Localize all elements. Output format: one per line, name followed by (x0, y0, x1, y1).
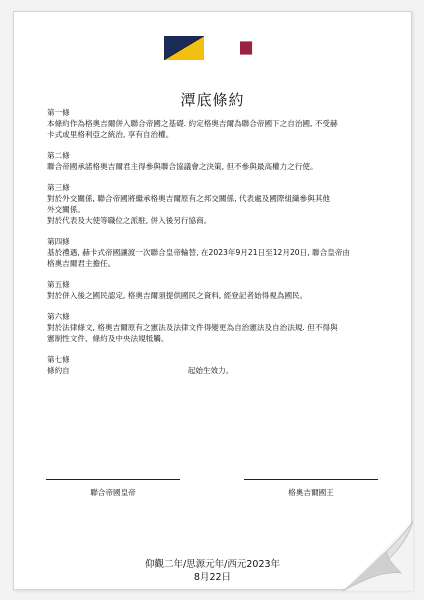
article-text-line: 本條約作為格奧吉爾併入聯合帝國之基礎. 約定格奧吉爾為聯合帝國下之自治國, 不受赫 (47, 119, 338, 128)
date-line-2: 8月22日 (193, 572, 232, 583)
article-1 (47, 107, 392, 140)
effective-prefix: 條約自 (47, 366, 70, 375)
article-heading: 第三條 (47, 183, 70, 192)
article-heading: 第七條 (47, 355, 70, 364)
effective-suffix: 起始生效力。 (187, 366, 234, 375)
article-heading: 第四條 (47, 237, 70, 246)
article-text-line: 憲制性文件、條約及中央法規牴觸。 (47, 334, 169, 343)
treaty-title: 潭底條約 (180, 91, 245, 109)
page-curl-icon (335, 521, 413, 591)
nation-flag-icon (240, 36, 262, 60)
article-text-line: 卡式或里格利亞之統治, 享有自治權。 (47, 130, 174, 139)
article-4 (47, 236, 392, 269)
flags-row (14, 36, 411, 60)
article-text-line: 格奧吉爾君主擔任。 (47, 259, 116, 268)
article-heading: 第六條 (47, 312, 70, 321)
article-heading: 第二條 (47, 151, 70, 160)
date-line-1: 仰觀二年/思源元年/西元2023年 (144, 559, 281, 570)
treaty-page (13, 11, 412, 590)
signature-emperor: 聯合帝國皇帝 (46, 479, 180, 498)
article-text-line: 外交關係。 (47, 205, 85, 214)
article-text-line: 聯合帝國承諾格奧吉爾君主得參與聯合協議會之決策, 但不參與最高權力之行使。 (47, 162, 318, 171)
article-7 (47, 354, 392, 376)
blank-date-space (70, 365, 188, 376)
article-6 (47, 311, 392, 344)
article-5 (47, 279, 392, 301)
article-text-line: 對於法律條文, 格奧吉爾原有之憲法及法律文件得變更為自治憲法及自治法規. 但不得與 (47, 323, 338, 332)
article-text-line: 對於併入後之國民認定, 格奧吉爾須提供國民之資料, 經登記者始得視為國民。 (47, 291, 308, 300)
articles-list (47, 107, 392, 386)
article-text-line: 基於禮遇, 赫卡式帝國讓渡一次聯合皇帝輪替, 在2023年9月21日至12月20日, 聯合皇帝由 (47, 248, 351, 257)
article-3 (47, 182, 392, 226)
signature-king: 格奧吉爾國王 (244, 479, 378, 498)
article-2 (47, 150, 392, 172)
article-text-line: 對於代表及大使等職位之派駐, 併入後另行協商。 (47, 216, 212, 225)
article-heading: 第一條 (47, 108, 70, 117)
article-heading: 第五條 (47, 280, 70, 289)
article-text-line: 對於外交關係, 聯合帝國將繼承格奧吉爾原有之邦交關係, 代表處及國際組織參與其他 (47, 194, 331, 203)
union-flag-icon (164, 36, 204, 60)
article-text-line (47, 365, 392, 376)
